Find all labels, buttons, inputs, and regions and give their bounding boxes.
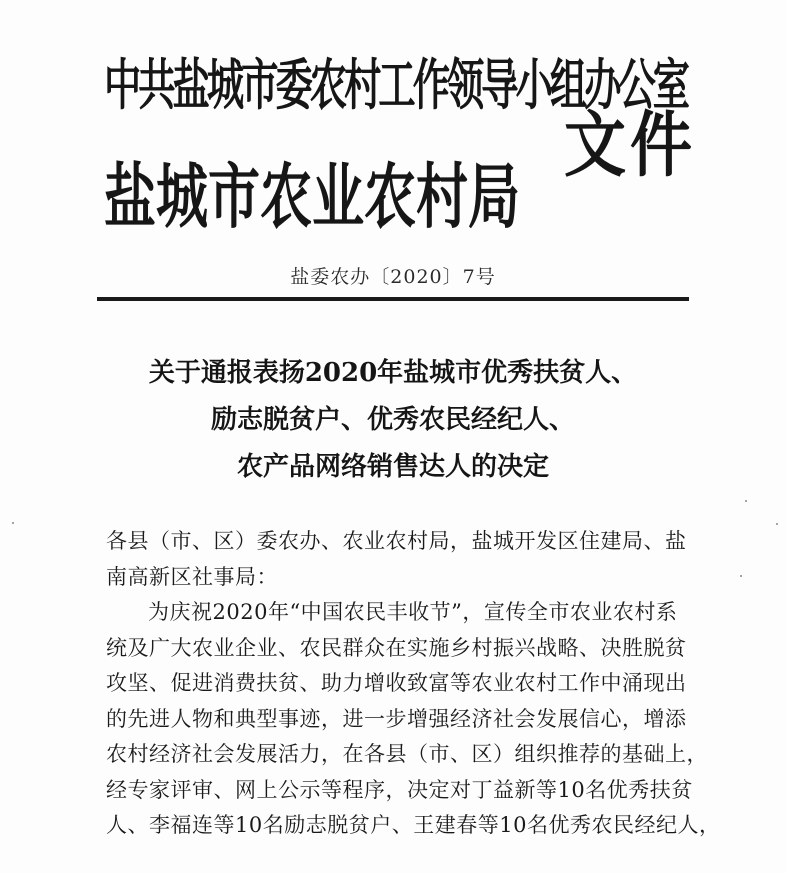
paragraph-line: 统及广大农业企业、农民群众在实施乡村振兴战略、决胜脱贫: [106, 635, 687, 660]
scan-speck: [12, 522, 14, 524]
paragraph-line: 攻坚、促进消费扶贫、助力增收致富等农业农村工作中涌现出: [106, 671, 687, 695]
paragraph-line: 农村经济社会发展活力，在各县（市、区）组织推荐的基础上，: [106, 742, 708, 766]
title-line: 农产品网络销售达人的决定: [236, 452, 549, 482]
scan-speck: [745, 500, 747, 502]
header-divider: [97, 297, 689, 301]
paragraph-line: 人、李福连等10名励志脱贫户、王建春等10名优秀农民经纪人，: [106, 813, 721, 837]
salutation-line: 南高新区社事局：: [106, 564, 278, 589]
document-number: 盐委农办〔2020〕7号: [290, 266, 496, 288]
issuer-line-2: 盐城市农业农村局: [104, 157, 521, 239]
issuer-line-1: 中共盐城市委农村工作领导小组办公室: [104, 53, 688, 117]
document-body: [106, 524, 721, 844]
title-line: 励志脱贫户、优秀农民经纪人、: [210, 405, 575, 435]
paragraph-line: 的先进人物和典型事迹，进一步增强经济社会发展信心，增添: [106, 706, 687, 731]
scan-speck: [776, 523, 778, 525]
title-line: 关于通报表扬2020年盐城市优秀扶贫人、: [148, 358, 638, 388]
scan-speck: [740, 575, 742, 577]
paragraph-line: 经专家评审、网上公示等程序，决定对丁益新等10名优秀扶贫: [106, 777, 693, 802]
salutation-line: 各县（市、区）委农办、农业农村局，盐城开发区住建局、盐: [106, 529, 687, 553]
document-title: [0, 350, 786, 491]
paragraph-line: 为庆祝2020年“中国农民丰收节”，宣传全市农业农村系: [148, 600, 678, 624]
document-type-label: 文件: [564, 102, 697, 187]
